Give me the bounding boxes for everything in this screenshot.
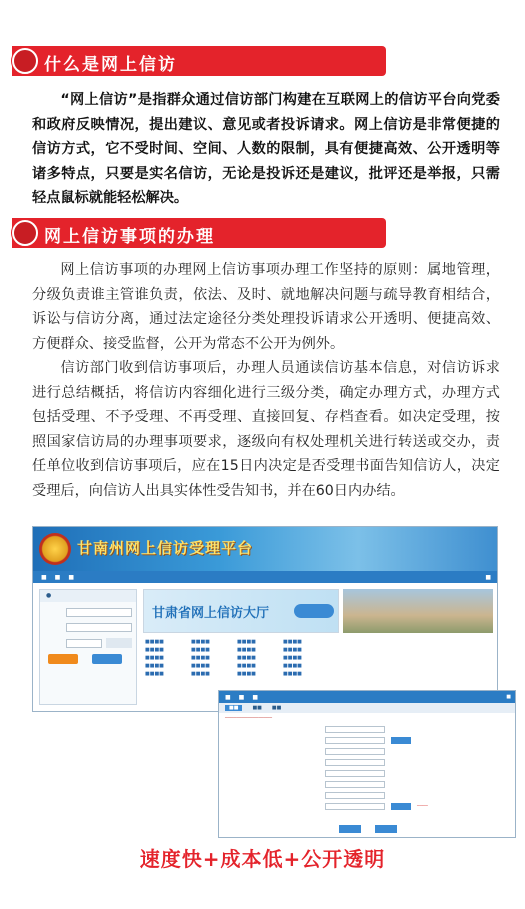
register-button — [92, 654, 122, 664]
gansu-hall-banner — [143, 589, 339, 633]
link-grid — [145, 639, 491, 679]
form-field — [325, 759, 385, 766]
platform-homepage-screenshot — [32, 526, 498, 712]
section-title: 网上信访事项的办理 — [44, 227, 215, 247]
link-row: ■■■■ ■■■■ ■■■■ ■■■■ — [145, 663, 302, 669]
form-field — [325, 726, 385, 733]
nav-item: ■ — [68, 573, 75, 581]
gansu-hall-enter-button — [294, 604, 334, 618]
nav-item: ■ — [54, 573, 61, 581]
link-row: ■■■■ ■■■■ ■■■■ ■■■■ — [145, 647, 302, 653]
form-field — [325, 803, 385, 810]
submit-button — [339, 825, 361, 833]
section2-paragraph-process: 信访部门收到信访事项后，办理人员通读信访基本信息，对信访诉求进行总结概括，将信访内容细化进行三级分类，确定办理方式，办理方式包括受理、不予受理、不再受理、直接回复、存档查看。如决定受理，按照国家信访局的办理事项要求，逐级向有权处理机关进行转送或交办，责任单位收到信访事项后，应在15日内决定是否受理书面告知信访人，决定受理后，向信访人出具实体性受告知书，并在60日内办结。 — [32, 360, 500, 499]
national-emblem-icon — [39, 533, 71, 565]
form-field — [325, 770, 385, 777]
nav-item: ■ — [238, 693, 245, 701]
link-row: ■■■■ ■■■■ ■■■■ ■■■■ — [145, 639, 302, 645]
form-row — [289, 768, 515, 779]
platform-banner-title: 甘南州网上信访受理平台 — [77, 539, 254, 557]
captcha-image — [106, 638, 132, 648]
login-button — [48, 654, 78, 664]
section-header-what-is — [12, 46, 386, 76]
nav-item: ■ — [225, 693, 231, 701]
login-buttons — [48, 654, 136, 664]
nav-right-info: ■ — [485, 573, 491, 581]
form-check-button — [391, 737, 411, 744]
link-row: ■■■■ ■■■■ ■■■■ ■■■■ — [145, 655, 302, 661]
username-field — [66, 608, 132, 617]
login-panel — [39, 589, 137, 705]
form-navbar — [219, 691, 515, 703]
form-field — [325, 781, 385, 788]
form-tab: ■■ — [252, 705, 262, 711]
nav-right-info: ■ — [506, 694, 511, 700]
nav-item: ■ — [41, 573, 47, 581]
form-row — [289, 746, 515, 757]
header-bullet-icon — [12, 220, 38, 246]
login-panel-header: ● — [40, 590, 136, 602]
section-title: 什么是网上信访 — [44, 55, 177, 75]
form-row — [289, 801, 515, 812]
password-field — [66, 623, 132, 632]
footer-slogan: 速度快+成本低+公开透明 — [139, 847, 386, 871]
form-field — [325, 737, 385, 744]
section-header-handling — [12, 218, 386, 248]
form-row — [289, 779, 515, 790]
section1-paragraph: “网上信访”是指群众通过信访部门构建在互联网上的信访平台向党委和政府反映情况，提出建议、意见或者投诉请求。网上信访是非常便捷的信访方式，它不受时间、空间、人数的限制，具有便捷高效、公开透明等诸多特点，只要是实名信访，无论是投诉还是建议，批评还是举报，只需轻点鼠标就能轻松解决。 — [32, 92, 500, 206]
form-warning: ──── — [417, 804, 428, 809]
nav-item: ■ — [252, 693, 259, 701]
form-subnav — [219, 703, 515, 713]
password-row — [44, 623, 132, 632]
form-tab-active: ■■ — [225, 705, 242, 711]
building-photo — [343, 589, 493, 633]
section2-paragraph-principles: 网上信访事项的办理网上信访事项办理工作坚持的原则：属地管理，分级负责谁主管谁负责，依法、及时、就地解决问题与疏导教育相结合，诉讼与信访分离，通过法定途径分类处理投诉请求公开透明、便捷高效、方便群众、接受监督，公开为常态不公开为例外。 — [32, 262, 500, 352]
form-row — [289, 757, 515, 768]
captcha-row — [44, 638, 132, 648]
form-row — [289, 735, 515, 746]
form-field — [325, 792, 385, 799]
platform-navbar — [33, 571, 497, 583]
form-row — [289, 790, 515, 801]
petition-form-screenshot — [218, 690, 516, 838]
captcha-field — [66, 639, 102, 648]
form-notice: ───────────────── — [225, 716, 273, 721]
form-submit-row — [339, 825, 397, 833]
gansu-hall-title: 甘肃省网上信访大厅 — [152, 606, 270, 621]
form-tab: ■■ — [271, 705, 282, 711]
header-bullet-icon — [12, 48, 38, 74]
platform-banner — [33, 527, 497, 571]
form-field — [325, 748, 385, 755]
form-row — [289, 724, 515, 735]
reset-button — [375, 825, 397, 833]
form-upload-button — [391, 803, 411, 810]
link-row: ■■■■ ■■■■ ■■■■ ■■■■ — [145, 671, 302, 677]
username-row — [44, 608, 132, 617]
